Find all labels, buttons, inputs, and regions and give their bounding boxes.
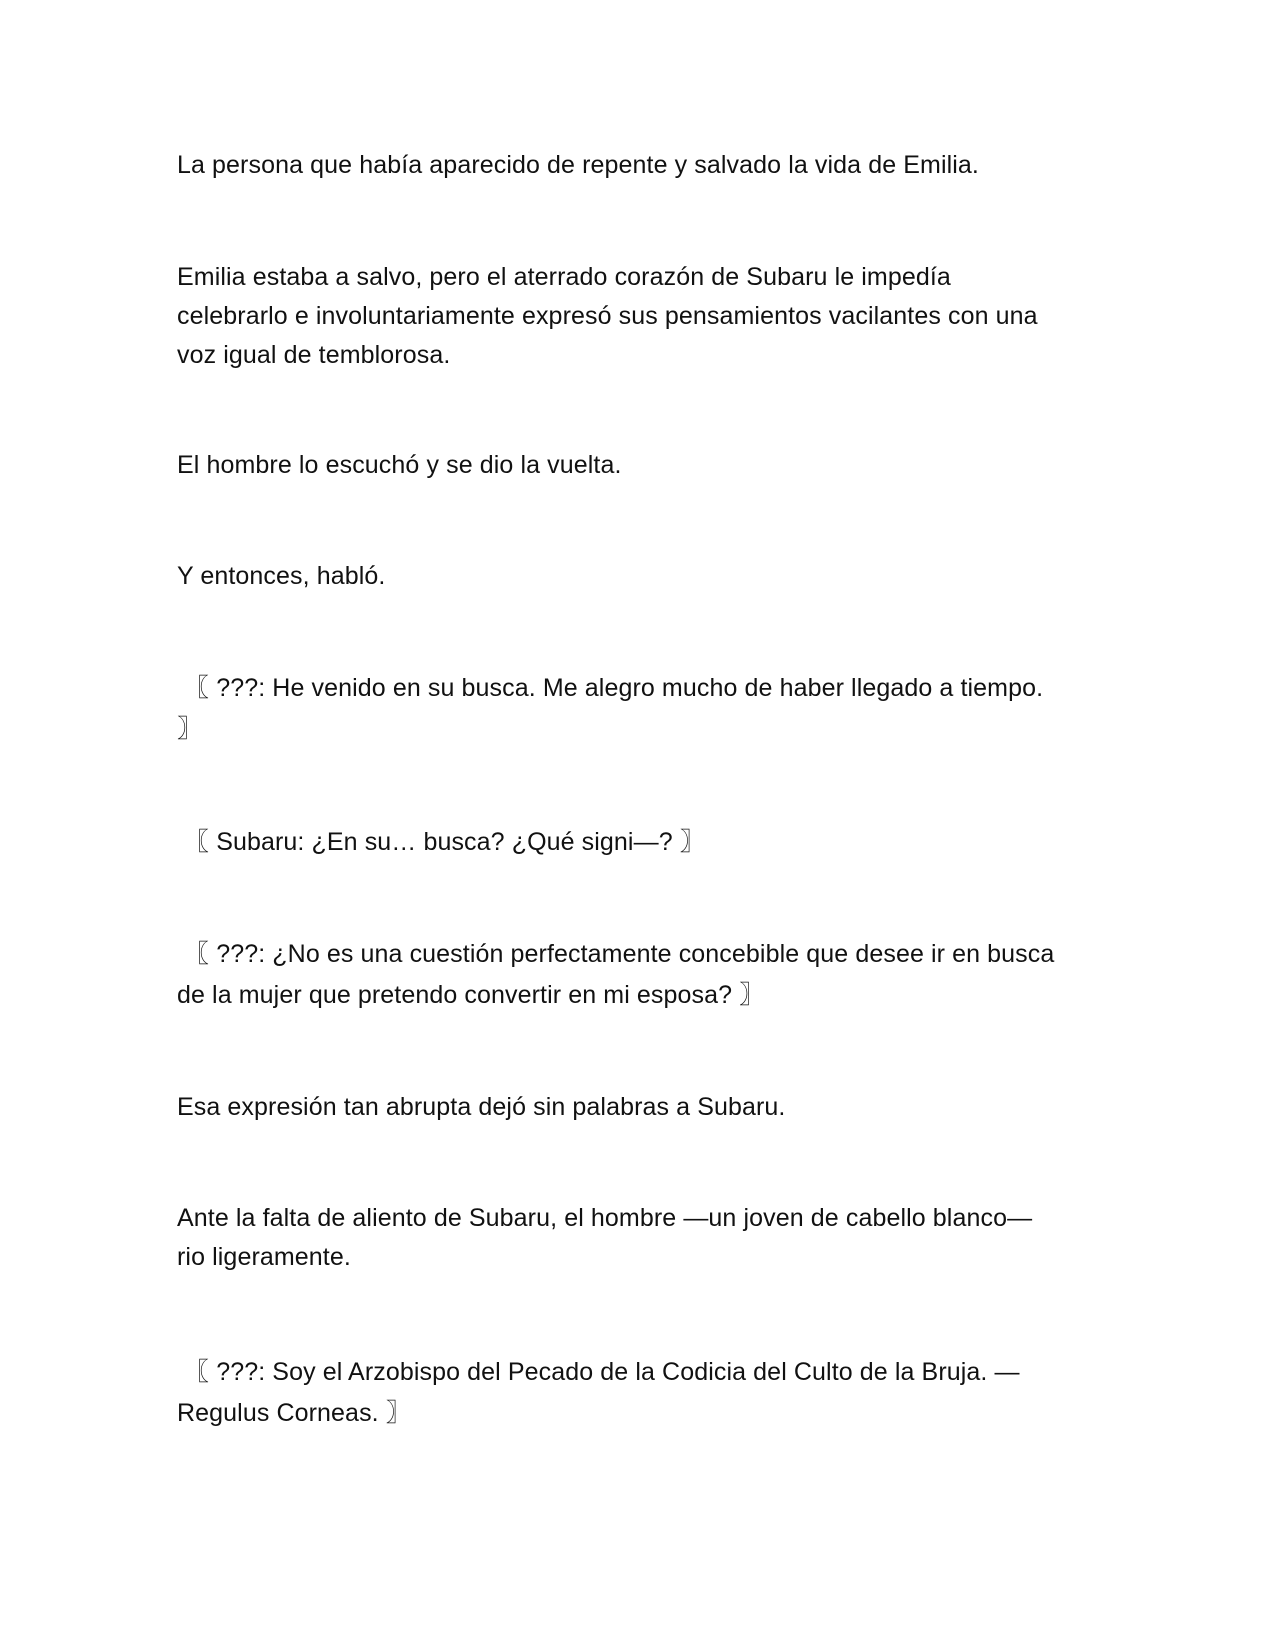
narration-paragraph: La persona que había aparecido de repente y salvado la vida de Emilia. (177, 151, 979, 179)
narration-paragraph: Emilia estaba a salvo, pero el aterrado corazón de Subaru le impedía celebrarlo e involuntariamente expresó sus pensamientos vacilantes con una voz igual de temblorosa. (177, 263, 1038, 369)
narration-paragraph: El hombre lo escuchó y se dio la vuelta. (177, 451, 622, 479)
narration-paragraph: Ante la falta de aliento de Subaru, el hombre —un joven de cabello blanco— rio ligeramente. (177, 1204, 1033, 1271)
dialogue-paragraph: 〖 ???: Soy el Arzobispo del Pecado de la Codicia del Culto de la Bruja. — Regulus Corneas. 〗 (177, 1358, 1020, 1427)
narration-paragraph: Esa expresión tan abrupta dejó sin palabras a Subaru. (177, 1093, 786, 1121)
dialogue-paragraph: 〖 Subaru: ¿En su… busca? ¿Qué signi—? 〗 (177, 828, 705, 856)
dialogue-paragraph: 〖 ???: ¿No es una cuestión perfectamente concebible que desee ir en busca de la mujer que pretendo convertir en mi esposa? 〗 (177, 940, 1055, 1009)
dialogue-paragraph: 〖 ???: He venido en su busca. Me alegro mucho de haber llegado a tiempo. 〗 (177, 674, 1044, 743)
narration-paragraph: Y entonces, habló. (177, 562, 386, 590)
